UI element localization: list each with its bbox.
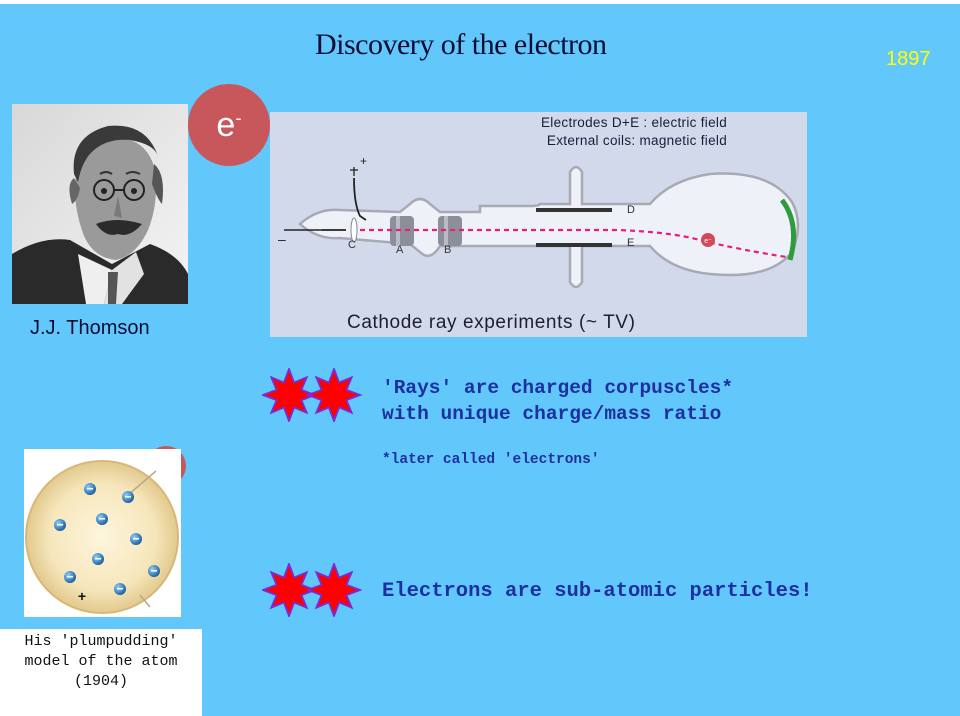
pudding-caption-line3: (1904) xyxy=(73,673,128,690)
top-band xyxy=(0,0,960,4)
field-note xyxy=(510,114,727,150)
field-note-line2: External coils: magnetic field xyxy=(546,133,727,148)
year-label: 1897 xyxy=(886,48,931,70)
label-d: D xyxy=(627,204,635,216)
conclusion-statement: Electrons are sub-atomic particles! xyxy=(382,580,813,603)
pudding-badge-sup: - xyxy=(169,457,173,468)
pudding-caption-line1: His 'plumpudding' xyxy=(24,633,178,650)
star-burst-icon xyxy=(308,564,360,616)
slide-title: Discovery of the electron xyxy=(315,28,607,61)
pudding-caption-line2: model of the atom xyxy=(24,653,178,670)
label-c: C xyxy=(348,239,356,251)
label-a: A xyxy=(396,244,404,256)
label-e: E xyxy=(627,237,635,249)
star-burst-icon xyxy=(308,369,360,421)
pudding-plus: + xyxy=(77,588,87,604)
electron-badge-sup: - xyxy=(235,107,242,129)
electron-mark: e⁻ xyxy=(704,238,712,245)
statement1-line2: with unique charge/mass ratio xyxy=(382,403,722,425)
plus-label: + xyxy=(360,154,368,168)
star-pair-2 xyxy=(262,563,362,617)
minus-label: – xyxy=(278,231,286,247)
star-pair-1 xyxy=(262,368,362,422)
label-b: B xyxy=(444,244,452,256)
pudding-badge-base: e xyxy=(159,456,170,475)
crt-caption: Cathode ray experiments (~ TV) xyxy=(347,312,636,333)
plum-pudding-atom xyxy=(24,449,181,617)
field-note-line1: Electrodes D+E : electric field xyxy=(541,115,727,130)
statement1-line1: 'Rays' are charged corpuscles* xyxy=(382,377,734,399)
pudding-caption xyxy=(0,629,202,716)
electron-badge xyxy=(188,84,270,166)
thomson-portrait xyxy=(12,104,188,304)
electron-badge-base: e xyxy=(216,105,236,144)
statement1-footnote: *later called 'electrons' xyxy=(382,452,600,468)
portrait-caption: J.J. Thomson xyxy=(30,317,150,339)
crt-diagram xyxy=(270,112,807,337)
